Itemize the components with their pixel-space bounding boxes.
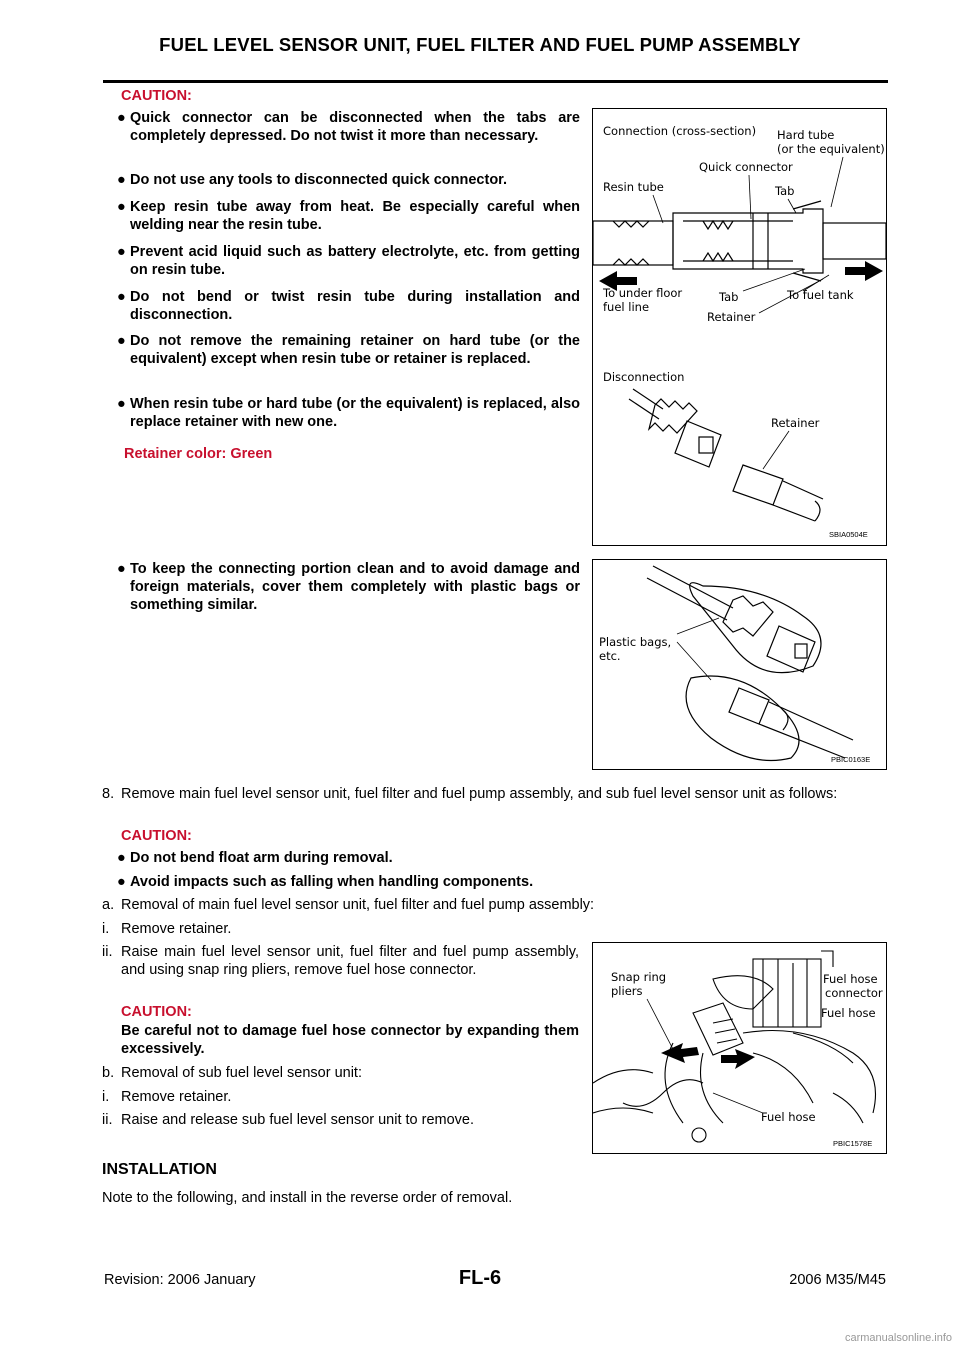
fig1-hard-tube-label: Hard tube (777, 128, 835, 142)
step-b-i-number: i. (102, 1089, 110, 1105)
fig1-to-fuel-tank-label: To fuel tank (787, 288, 854, 302)
figure-plastic-bags (592, 559, 887, 770)
fig1-hard-tube-label-2: (or the equivalent) (777, 142, 885, 156)
fig2-plastic-label: Plastic bags, (599, 635, 672, 649)
figure-quick-connector (592, 108, 887, 546)
caution-bullet-2: ● Do not use any tools to disconnected quick connector. (117, 172, 508, 188)
bullet-dot-icon: ● (117, 850, 126, 866)
bullet-dot-icon: ● (117, 199, 126, 215)
bullet-dot-icon: ● (117, 333, 126, 349)
step-a-ii-caution-text: Be careful not to damage fuel hose connector by expanding them excessively. (121, 1023, 579, 1057)
fig1-tab-top-label: Tab (775, 184, 795, 198)
fig3-connector-label: connector (825, 986, 883, 1000)
fig1-under-floor-label: To under floor (603, 286, 683, 300)
caution-bullet-6: ● Do not remove the remaining retainer on hard tube (or the equivalent) except when resin tube or retainer is replaced. (117, 333, 580, 367)
caution-bullet-5: ● Do not bend or twist resin tube during installation and disconnection. (117, 289, 580, 323)
step-a-ii-caution-label: CAUTION: (121, 1004, 192, 1020)
watermark-text: carmanualsonline.info (844, 1332, 952, 1344)
fig1-retainer-label: Retainer (707, 310, 756, 324)
step-8-bullet-1: ● Do not bend float arm during removal. (117, 850, 393, 866)
step-b-ii-text: Raise and release sub fuel level sensor unit to remove. (121, 1112, 475, 1128)
step-8-bullet-2: ● Avoid impacts such as falling when handling components. (117, 874, 534, 890)
step-a-ii-number: ii. (102, 944, 113, 960)
fig1-tab-bottom-label: Tab (719, 290, 739, 304)
fig3-fuel-hose-connector-label: Fuel hose (823, 972, 878, 986)
footer-revision: Revision: 2006 January (104, 1272, 256, 1288)
fig3-code: PBIC1578E (833, 1139, 873, 1148)
fig1-resin-tube-label: Resin tube (603, 180, 664, 194)
caution-bullet-3: ● Keep resin tube away from heat. Be especially careful when welding near the resin tube. (117, 199, 580, 233)
fig1-under-floor-label-2: fuel line (603, 300, 650, 314)
bullet-dot-icon: ● (117, 396, 126, 412)
fig1-quick-connector-label: Quick connector (699, 160, 793, 174)
bullet-keep-clean: ● To keep the connecting portion clean and to avoid damage and foreign materials, cover them completely with plastic bags or something similar. (117, 561, 580, 613)
fig1-code: SBIA0504E (829, 530, 868, 539)
step-8-caution-label: CAUTION: (121, 828, 192, 844)
footer-model: 2006 M35/M45 (789, 1272, 886, 1288)
step-a-text: Removal of main fuel level sensor unit, fuel filter and fuel pump assembly: (121, 897, 595, 913)
fig3-pliers-label: pliers (611, 984, 643, 998)
step-b-i-text: Remove retainer. (121, 1089, 232, 1105)
caution-bullet-1: ● Quick connector can be disconnected when the tabs are completely depressed. Do not twist it more than necessary. (117, 110, 580, 144)
step-a-number: a. (102, 897, 115, 913)
bullet-dot-icon: ● (117, 172, 126, 188)
step-8-number: 8. (102, 786, 115, 802)
page-header-title: FUEL LEVEL SENSOR UNIT, FUEL FILTER AND FUEL PUMP ASSEMBLY (159, 34, 801, 55)
bullet-dot-icon: ● (117, 289, 126, 305)
bullet-dot-icon: ● (117, 874, 126, 890)
fig1-connection-label: Connection (cross-section) (603, 124, 757, 138)
footer-page-number: FL-6 (458, 1267, 502, 1289)
step-a-i-text: Remove retainer. (121, 921, 232, 937)
fig3-fuel-hose-label: Fuel hose (821, 1006, 876, 1020)
bullet-dot-icon: ● (117, 110, 126, 126)
step-a-ii-text: Raise main fuel level sensor unit, fuel filter and fuel pump assembly, and using snap ring pliers, remove fuel hose connector. (121, 944, 579, 978)
fig3-fuel-hose-label-2: Fuel hose (761, 1110, 816, 1124)
installation-text: Note to the following, and install in the reverse order of removal. (102, 1190, 513, 1206)
step-b-text: Removal of sub fuel level sensor unit: (121, 1065, 362, 1081)
fig3-snap-ring-label: Snap ring (611, 970, 667, 984)
fig1-retainer-label-2: Retainer (771, 416, 820, 430)
fig2-code: PBIC0163E (831, 755, 871, 764)
caution-bullet-4: ● Prevent acid liquid such as battery electrolyte, etc. from getting on resin tube. (117, 244, 580, 278)
fig1-disconnection-label: Disconnection (603, 370, 685, 384)
figure-snap-ring-pliers (592, 942, 887, 1154)
step-b-number: b. (102, 1065, 115, 1081)
step-a-i-number: i. (102, 921, 110, 937)
fig2-plastic-label-2: etc. (599, 649, 621, 663)
header-rule (103, 80, 888, 83)
bullet-dot-icon: ● (117, 244, 126, 260)
section-heading-installation: INSTALLATION (102, 1161, 217, 1178)
caution-label: CAUTION: (121, 88, 192, 104)
retainer-color-note: Retainer color: Green (124, 446, 273, 462)
bullet-dot-icon: ● (117, 561, 126, 577)
step-b-ii-number: ii. (102, 1112, 113, 1128)
caution-bullet-7: ● When resin tube or hard tube (or the equivalent) is replaced, also replace retainer with new one. (117, 396, 580, 430)
step-8-text: Remove main fuel level sensor unit, fuel filter and fuel pump assembly, and sub fuel level sensor unit as follows: (121, 786, 838, 802)
